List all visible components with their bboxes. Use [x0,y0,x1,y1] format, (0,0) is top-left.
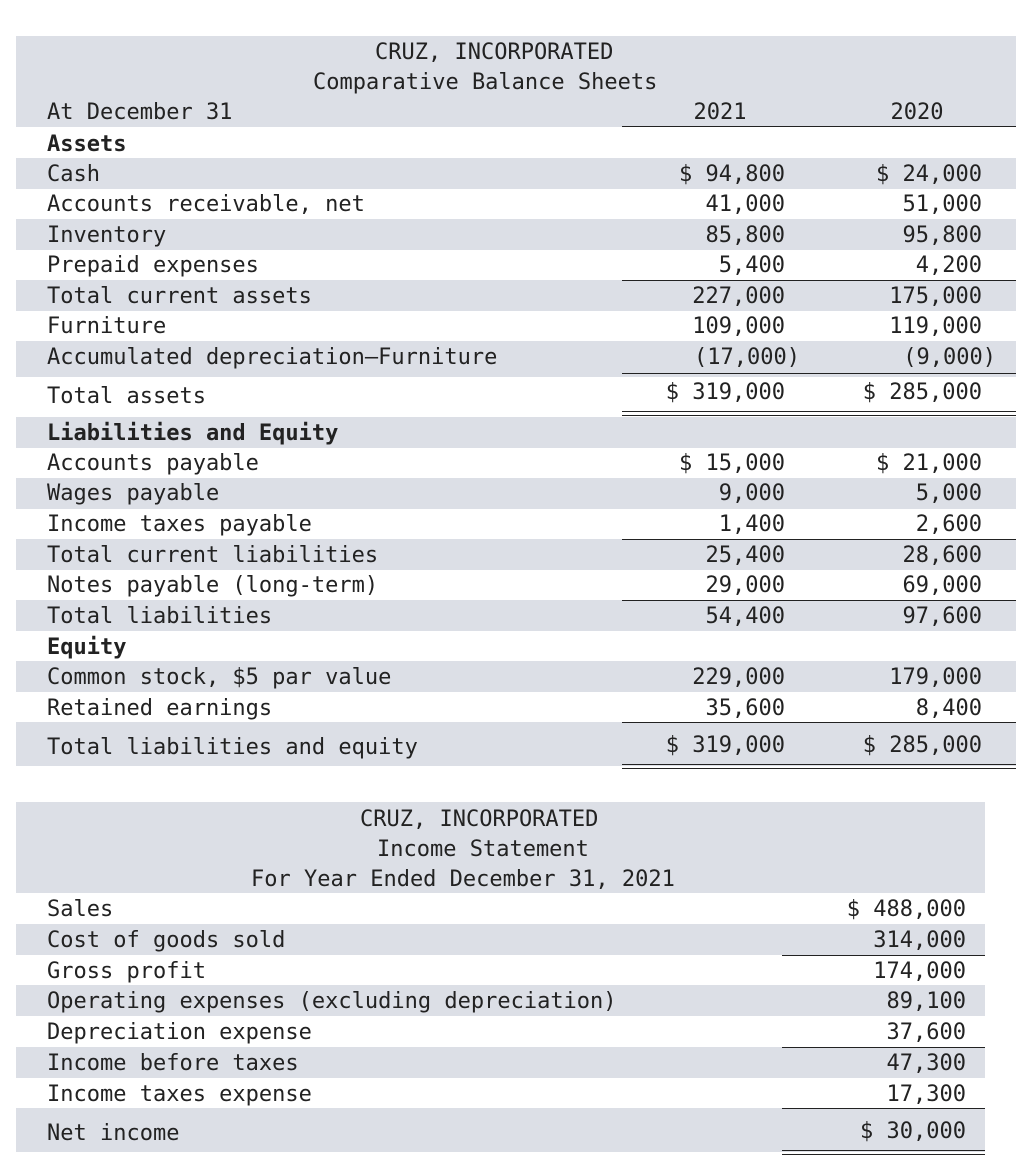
subtotal-rule [622,280,1016,281]
row-label: Sales [47,897,114,922]
liabilities-heading: Liabilities and Equity [47,421,339,446]
subtotal-rule [622,539,1016,540]
row-value: $ 30,000 [860,1119,966,1144]
value-2020: 69,000 [902,573,982,598]
value-2021: 229,000 [692,665,785,690]
subtotal-rule [782,1047,985,1048]
row-value: 314,000 [873,928,966,953]
subtotal-rule [622,722,1016,723]
row-label: Wages payable [47,481,220,506]
subtotal-rule [622,600,1016,601]
row-label: Cost of goods sold [47,928,286,953]
value-2021: (17,000) [694,345,800,370]
value-2020: 175,000 [889,284,982,309]
value-2021: 5,400 [718,253,785,278]
income-title: Income Statement [377,837,589,862]
row-value: $ 488,000 [846,897,966,922]
value-2020: 179,000 [889,665,982,690]
value-2021: 9,000 [718,481,785,506]
value-2021: 85,800 [705,223,785,248]
value-2021: 41,000 [705,192,785,217]
row-label: Total current liabilities [47,543,379,568]
income-period: For Year Ended December 31, 2021 [251,867,675,892]
income-company: CRUZ, INCORPORATED [360,807,599,832]
row-value: 174,000 [873,959,966,984]
value-2020: 28,600 [902,543,982,568]
value-2021: 54,400 [705,604,785,629]
row-label: Total liabilities and equity [47,735,418,760]
balance-sheet-company: CRUZ, INCORPORATED [375,40,614,65]
row-label: Income taxes payable [47,512,312,537]
value-2021: $ 319,000 [665,380,785,405]
value-2021: 35,600 [705,696,785,721]
value-2021: $ 319,000 [665,733,785,758]
value-2020: 2,600 [915,512,982,537]
row-label: Depreciation expense [47,1020,312,1045]
year-2021-header: 2021 [693,100,747,125]
value-2021: 25,400 [705,543,785,568]
row-label: Operating expenses (excluding depreciation) [47,989,617,1014]
value-2020: 5,000 [915,481,982,506]
row-label: Income taxes expense [47,1082,312,1107]
row-label: Total assets [47,384,206,409]
assets-heading: Assets [47,132,127,157]
date-label: At December 31 [47,100,233,125]
value-2021: 227,000 [692,284,785,309]
row-label: Inventory [47,223,167,248]
row-value: 37,600 [886,1020,966,1045]
value-2020: $ 285,000 [862,733,982,758]
value-2021: $ 94,800 [679,162,785,187]
row-label: Accumulated depreciation—Furniture [47,345,498,370]
row-label: Accounts receivable, net [47,192,365,217]
value-2020: 97,600 [902,604,982,629]
value-2020: 4,200 [915,253,982,278]
subtotal-rule [782,1108,985,1109]
value-2020: 119,000 [889,314,982,339]
value-2021: 1,400 [718,512,785,537]
row-value: 89,100 [886,989,966,1014]
subtotal-rule [782,955,985,956]
value-2021: 109,000 [692,314,785,339]
value-2020: 51,000 [902,192,982,217]
year-2020-header: 2020 [890,100,944,125]
value-2020: 95,800 [902,223,982,248]
row-label: Common stock, $5 par value [47,665,392,690]
value-2020: $ 21,000 [876,451,982,476]
row-label: Prepaid expenses [47,253,259,278]
value-2021: $ 15,000 [679,451,785,476]
header-rule [622,126,1016,127]
row-value: 47,300 [886,1051,966,1076]
row-label: Income before taxes [47,1051,299,1076]
row-label: Total liabilities [47,604,273,629]
row-value: 17,300 [886,1082,966,1107]
value-2020: $ 24,000 [876,162,982,187]
total-double-rule [622,764,1016,769]
total-double-rule [622,411,1016,416]
row-label: Gross profit [47,959,206,984]
row-label: Accounts payable [47,451,259,476]
row-label: Cash [47,162,100,187]
row-label: Notes payable (long-term) [47,573,379,598]
subtotal-rule [622,373,1016,374]
row-label: Total current assets [47,284,312,309]
value-2020: (9,000) [903,345,996,370]
row-label: Retained earnings [47,696,273,721]
value-2021: 29,000 [705,573,785,598]
total-double-rule [782,1150,985,1155]
value-2020: 8,400 [915,696,982,721]
balance-sheet-title: Comparative Balance Sheets [313,70,658,95]
equity-heading: Equity [47,635,127,660]
row-label: Net income [47,1121,180,1146]
value-2020: $ 285,000 [862,380,982,405]
row-label: Furniture [47,314,167,339]
